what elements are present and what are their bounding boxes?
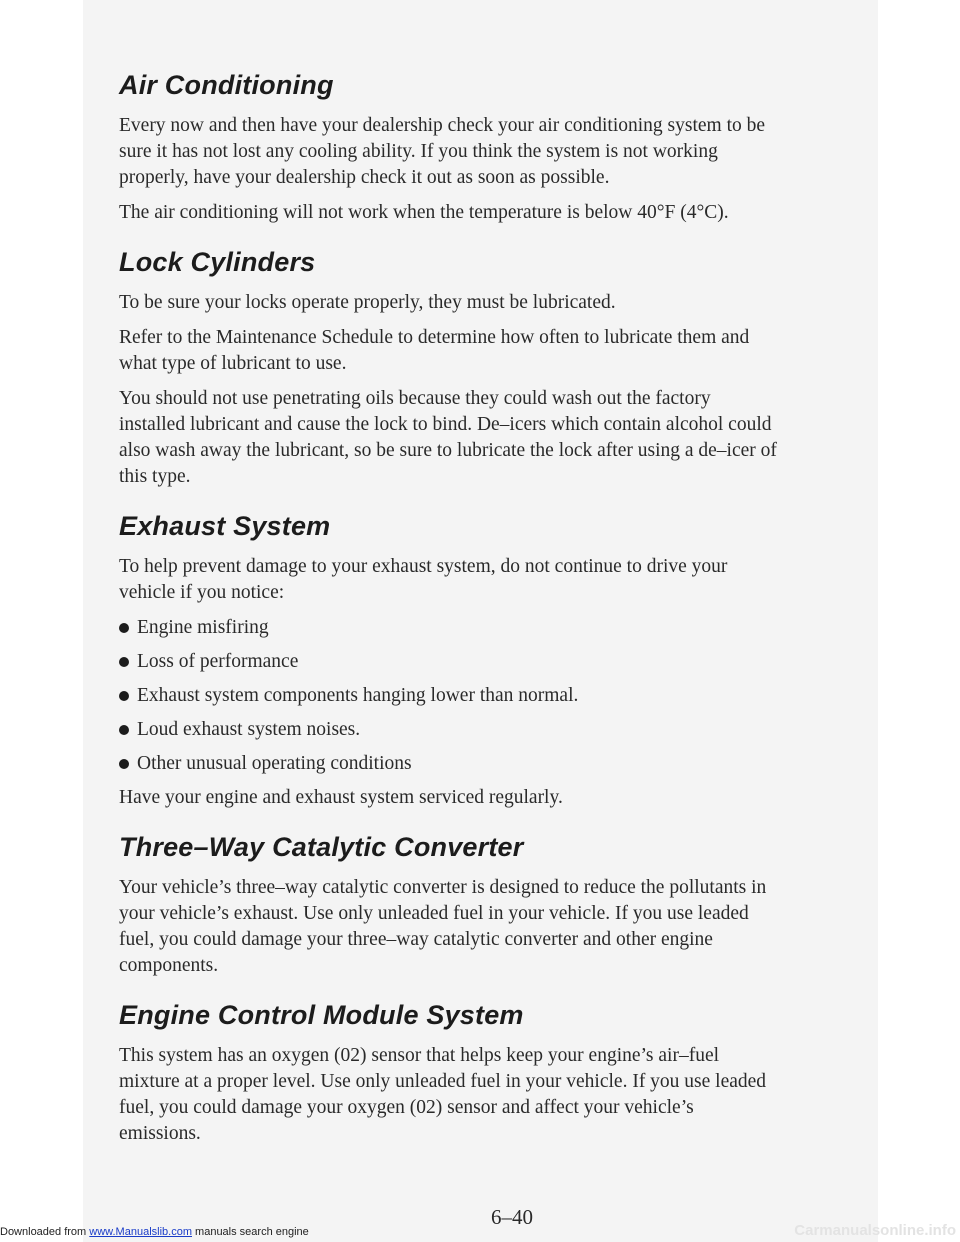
bullet-icon bbox=[119, 657, 129, 667]
heading-air-conditioning: Air Conditioning bbox=[119, 70, 334, 100]
section-catalytic-converter bbox=[119, 832, 779, 979]
list-item-text: Exhaust system components hanging lower than normal. bbox=[137, 685, 579, 706]
paragraph: Every now and then have your dealership check your air conditioning system to be sure it has not lost any cooling ability. If you think the system is not working properly, have your dealership check it out as soon as possible. bbox=[119, 115, 766, 188]
symptom-list bbox=[119, 615, 779, 777]
paragraph: To be sure your locks operate properly, they must be lubricated. bbox=[119, 292, 616, 313]
heading-exhaust-system: Exhaust System bbox=[119, 511, 331, 541]
paragraph: The air conditioning will not work when the temperature is below 40°F (4°C). bbox=[119, 202, 729, 223]
page-content bbox=[119, 70, 779, 1156]
footer-suffix: manuals search engine bbox=[191, 1226, 309, 1238]
paragraph: To help prevent damage to your exhaust system, do not continue to drive your vehicle if you notice: bbox=[119, 556, 728, 603]
bullet-icon bbox=[119, 759, 129, 769]
list-item bbox=[119, 717, 779, 743]
section-air-conditioning bbox=[119, 70, 779, 226]
manualslib-link[interactable]: www.Manualslib.com bbox=[89, 1226, 192, 1238]
footer-prefix: Downloaded from bbox=[0, 1226, 90, 1238]
list-item-text: Loud exhaust system noises. bbox=[137, 719, 361, 740]
paragraph: This system has an oxygen (02) sensor that helps keep your engine’s air–fuel mixture at a proper level. Use only unleaded fuel in your vehicle. If you use leaded fuel, you could damage your oxygen (02) sensor and affect your vehicle’s emissions. bbox=[119, 1045, 767, 1144]
section-engine-control-module bbox=[119, 1000, 779, 1147]
heading-lock-cylinders: Lock Cylinders bbox=[119, 247, 316, 277]
list-item-text: Loss of performance bbox=[137, 651, 299, 672]
paragraph: Your vehicle’s three–way catalytic converter is designed to reduce the pollutants in your vehicle’s exhaust. Use only unleaded fuel in your vehicle. If you use leaded fuel, you could damage your three–way catalytic converter and other engine components. bbox=[119, 877, 767, 976]
page-number: 6–40 bbox=[491, 1205, 533, 1229]
paragraph: Have your engine and exhaust system serviced regularly. bbox=[119, 787, 563, 808]
bullet-icon bbox=[119, 623, 129, 633]
list-item bbox=[119, 615, 779, 641]
heading-engine-control-module: Engine Control Module System bbox=[119, 1000, 524, 1030]
bullet-icon bbox=[119, 691, 129, 701]
download-footer bbox=[0, 1226, 309, 1238]
bullet-icon bbox=[119, 725, 129, 735]
manual-page bbox=[83, 0, 878, 1242]
list-item-text: Engine misfiring bbox=[137, 617, 269, 638]
paragraph: Refer to the Maintenance Schedule to determine how often to lubricate them and what type of lubricant to use. bbox=[119, 327, 750, 374]
section-exhaust-system bbox=[119, 511, 779, 811]
list-item-text: Other unusual operating conditions bbox=[137, 753, 412, 774]
section-lock-cylinders bbox=[119, 247, 779, 490]
heading-catalytic-converter: Three–Way Catalytic Converter bbox=[119, 832, 524, 862]
watermark: Carmanualsonline.info bbox=[794, 1222, 956, 1239]
list-item bbox=[119, 683, 779, 709]
paragraph: You should not use penetrating oils because they could wash out the factory installed lubricant and cause the lock to bind. De–icers which contain alcohol could also wash away the lubricant, so be sure to lubricate the lock after using a de–icer of this type. bbox=[119, 388, 777, 487]
list-item bbox=[119, 649, 779, 675]
list-item bbox=[119, 751, 779, 777]
